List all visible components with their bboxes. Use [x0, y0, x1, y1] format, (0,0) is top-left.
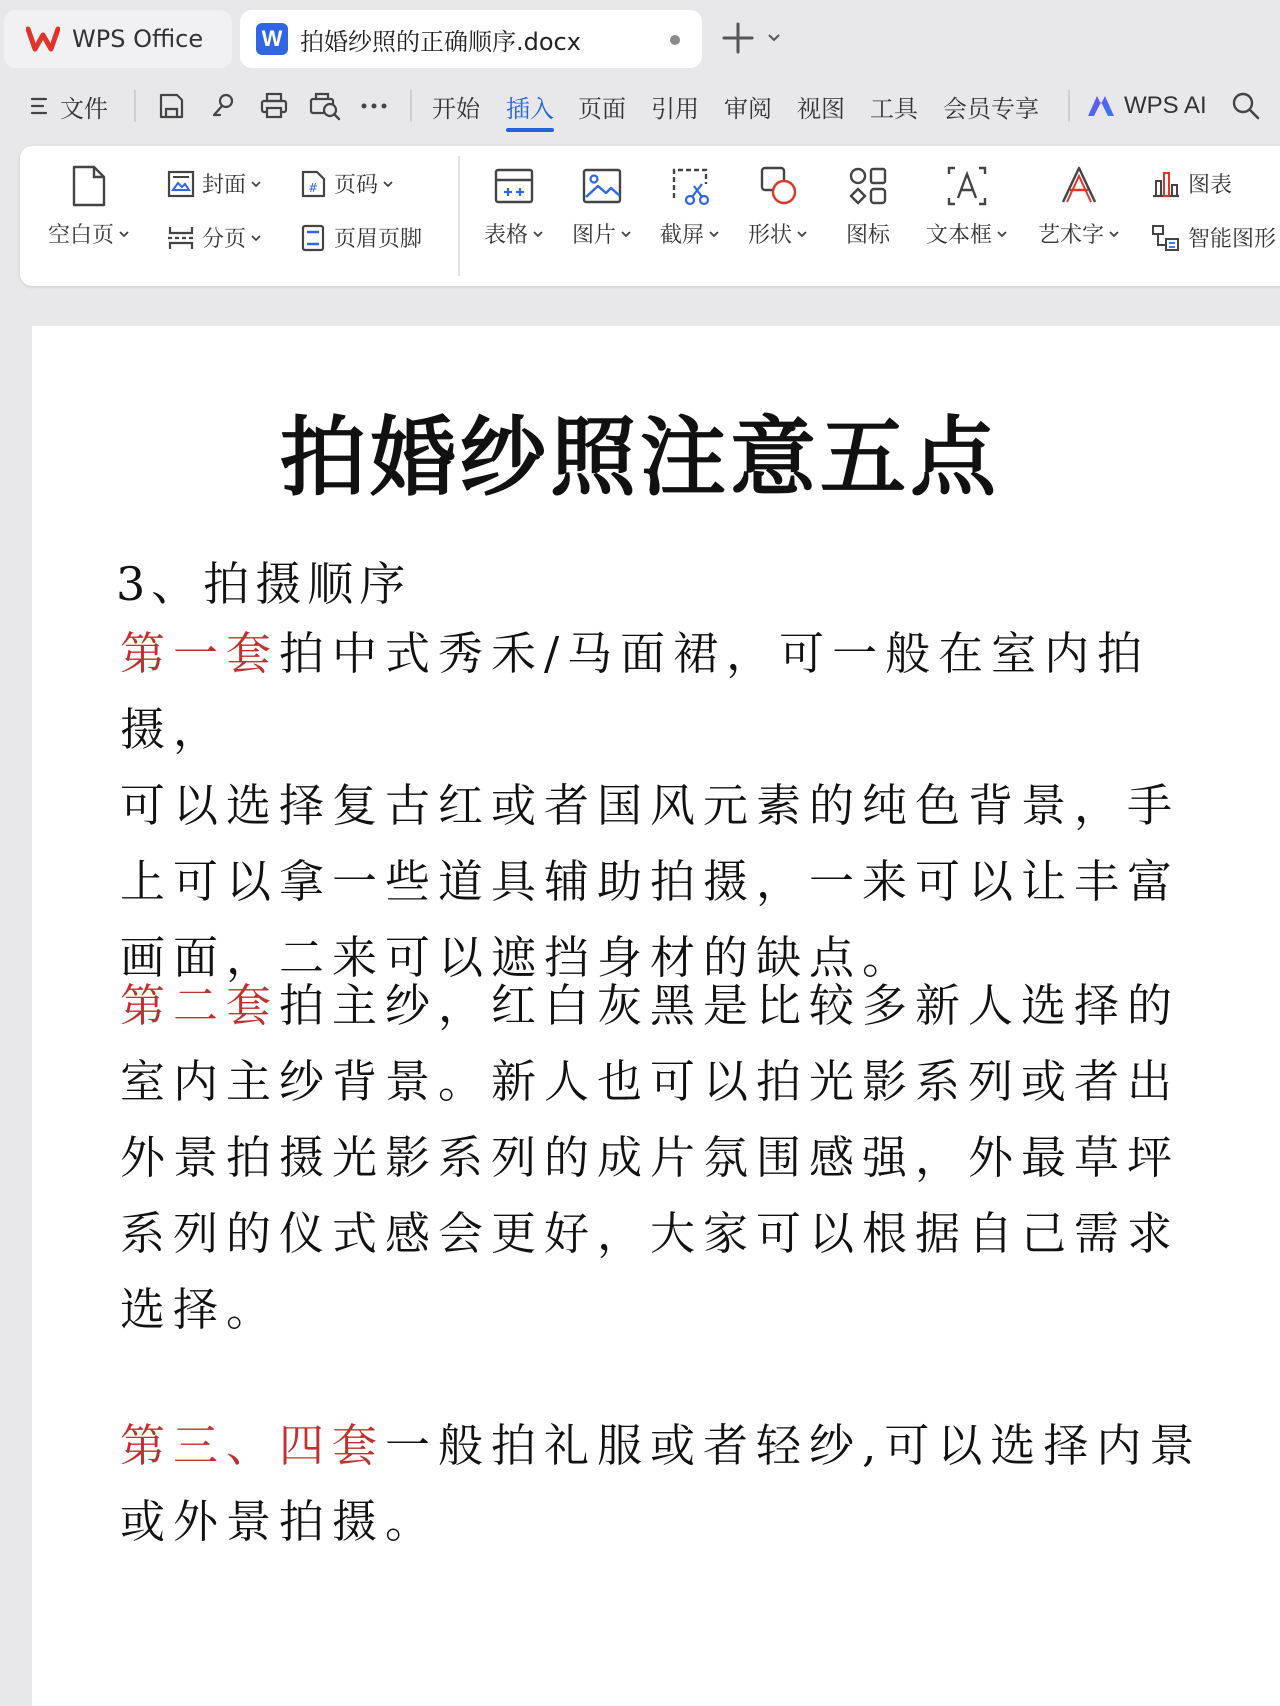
wps-ai-label: WPS AI — [1124, 92, 1207, 119]
textbox-button[interactable] — [926, 164, 1008, 249]
chevron-down-icon[interactable] — [708, 228, 720, 240]
wordart-button[interactable] — [1038, 164, 1120, 249]
paragraph-line: 系列的仪式感会更好，大家可以根据自己需求 — [120, 1207, 1181, 1260]
paragraph-third-fourth-set — [120, 1408, 1250, 1560]
page-number-button[interactable] — [298, 168, 400, 199]
page-break-label: 分页 — [202, 227, 247, 252]
paragraph-line: 拍主纱，红白灰黑是比较多新人选择的 — [279, 979, 1181, 1032]
page-break-button[interactable] — [166, 222, 268, 253]
paragraph-line: 可以选择复古红或者国风元素的纯色背景，手 — [120, 779, 1181, 832]
tab-home[interactable]: 开始 — [432, 94, 480, 123]
tab-membership[interactable]: 会员专享 — [943, 94, 1039, 123]
print-preview-icon — [308, 91, 342, 121]
menu-bar — [0, 76, 1280, 136]
smart-graphic-button[interactable] — [1150, 222, 1276, 253]
paragraph-line: 外景拍摄光影系列的成片氛围感强，外最草坪 — [120, 1131, 1181, 1184]
paragraph-line: 画面，二来可以遮挡身材的缺点。 — [120, 931, 916, 984]
paragraph-second-set — [120, 968, 1250, 1348]
section-heading: 3、拍摄顺序 — [116, 557, 412, 611]
chevron-down-icon[interactable] — [250, 232, 262, 244]
print-button[interactable] — [258, 86, 290, 126]
tab-references[interactable]: 引用 — [651, 94, 699, 123]
printer-icon — [258, 91, 290, 121]
paragraph-highlight: 第一套 — [120, 627, 280, 680]
active-tab-indicator — [506, 128, 554, 132]
search-icon — [1230, 90, 1262, 122]
save-icon — [156, 91, 186, 121]
more-dots-icon — [360, 101, 388, 111]
tab-list-chevron-down-icon[interactable] — [766, 30, 782, 46]
textbox-icon — [945, 164, 989, 208]
word-doc-icon: W — [256, 23, 288, 55]
more-actions-button[interactable] — [360, 86, 388, 126]
chevron-down-icon[interactable] — [796, 228, 808, 240]
textbox-label: 文本框 — [926, 223, 993, 248]
cover-label: 封面 — [202, 173, 247, 198]
tab-doc-label: 拍婚纱照的正确顺序.docx — [300, 27, 581, 56]
chevron-down-icon[interactable] — [996, 228, 1008, 240]
wps-ai-button[interactable] — [1086, 86, 1207, 126]
screenshot-button[interactable] — [660, 164, 720, 249]
cover-icon — [166, 169, 196, 199]
format-painter-button[interactable] — [208, 86, 238, 126]
bar-chart-icon — [1150, 169, 1182, 199]
header-footer-label: 页眉页脚 — [334, 227, 423, 252]
tab-home-label: WPS Office — [72, 25, 204, 53]
insert-ribbon — [20, 146, 1280, 286]
table-label: 表格 — [484, 223, 529, 248]
paragraph-line: 选择。 — [120, 1283, 280, 1336]
menu-divider — [1068, 90, 1070, 122]
tab-view[interactable]: 视图 — [797, 94, 845, 123]
chevron-down-icon[interactable] — [118, 228, 130, 240]
table-icon — [492, 164, 536, 208]
smart-graphic-label: 智能图形 — [1188, 227, 1277, 252]
menu-divider — [134, 90, 136, 122]
paragraph-highlight: 第三、四套 — [120, 1419, 386, 1472]
format-painter-icon — [208, 91, 238, 121]
tab-insert[interactable]: 插入 — [506, 86, 554, 126]
picture-icon — [580, 164, 624, 208]
icon-library-button[interactable] — [846, 164, 890, 249]
tab-bar — [0, 0, 1280, 76]
chevron-down-icon[interactable] — [250, 178, 262, 190]
wordart-label: 艺术字 — [1038, 223, 1105, 248]
tab-tools[interactable]: 工具 — [870, 94, 918, 123]
blank-page-label: 空白页 — [48, 223, 115, 248]
paragraph-line: 或外景拍摄。 — [120, 1495, 439, 1548]
ribbon-divider — [458, 156, 460, 276]
document-title: 拍婚纱照注意五点 — [280, 408, 1000, 508]
chevron-down-icon[interactable] — [1108, 228, 1120, 240]
chart-label: 图表 — [1188, 173, 1233, 198]
menu-divider — [410, 90, 412, 122]
icons-grid-icon — [846, 164, 890, 208]
shape-icon — [756, 164, 800, 208]
chart-button[interactable] — [1150, 168, 1232, 199]
screenshot-scissors-icon — [668, 164, 712, 208]
shape-label: 形状 — [748, 223, 793, 248]
paragraph-line: 拍中式秀禾/马面裙，可一般在室内拍摄， — [120, 627, 1151, 756]
search-button[interactable] — [1230, 86, 1262, 126]
header-footer-button[interactable] — [298, 222, 422, 253]
tab-wps-home[interactable] — [4, 10, 232, 68]
tab-document[interactable] — [240, 10, 702, 68]
save-button[interactable] — [156, 86, 186, 126]
chevron-down-icon[interactable] — [382, 178, 394, 190]
picture-button[interactable] — [572, 164, 632, 249]
wps-ai-icon — [1086, 93, 1116, 119]
hamburger-icon — [30, 95, 50, 117]
file-menu-label: 文件 — [60, 94, 108, 123]
paragraph-line: 一般拍礼服或者轻纱,可以选择内景 — [385, 1419, 1203, 1472]
wordart-icon — [1057, 164, 1101, 208]
paragraph-line: 室内主纱背景。新人也可以拍光影系列或者出 — [120, 1055, 1181, 1108]
header-footer-icon — [298, 223, 328, 253]
page-number-icon — [298, 169, 328, 199]
wps-logo-icon — [26, 25, 60, 53]
unsaved-dot-icon[interactable] — [670, 35, 680, 45]
chevron-down-icon[interactable] — [620, 228, 632, 240]
chevron-down-icon[interactable] — [532, 228, 544, 240]
blank-page-button[interactable] — [48, 164, 130, 249]
page-break-icon — [166, 223, 196, 253]
paragraph-highlight: 第二套 — [120, 979, 280, 1032]
table-button[interactable] — [484, 164, 544, 249]
icon-library-label: 图标 — [846, 223, 891, 248]
blank-page-icon — [69, 164, 109, 208]
paragraph-first-set — [120, 616, 1250, 996]
new-tab-plus-icon[interactable] — [718, 18, 758, 58]
print-preview-button[interactable] — [308, 86, 342, 126]
picture-label: 图片 — [572, 223, 617, 248]
paragraph-line: 上可以拿一些道具辅助拍摄，一来可以让丰富 — [120, 855, 1181, 908]
tab-review[interactable]: 审阅 — [724, 94, 772, 123]
screenshot-label: 截屏 — [660, 223, 705, 248]
tab-page[interactable]: 页面 — [578, 94, 626, 123]
file-menu-button[interactable] — [30, 86, 108, 126]
svg-text:#: # — [308, 180, 319, 195]
cover-button[interactable] — [166, 168, 268, 199]
document-page[interactable] — [32, 326, 1280, 1706]
smart-graphic-icon — [1150, 223, 1182, 253]
page-number-label: 页码 — [334, 173, 379, 198]
shape-button[interactable] — [748, 164, 808, 249]
